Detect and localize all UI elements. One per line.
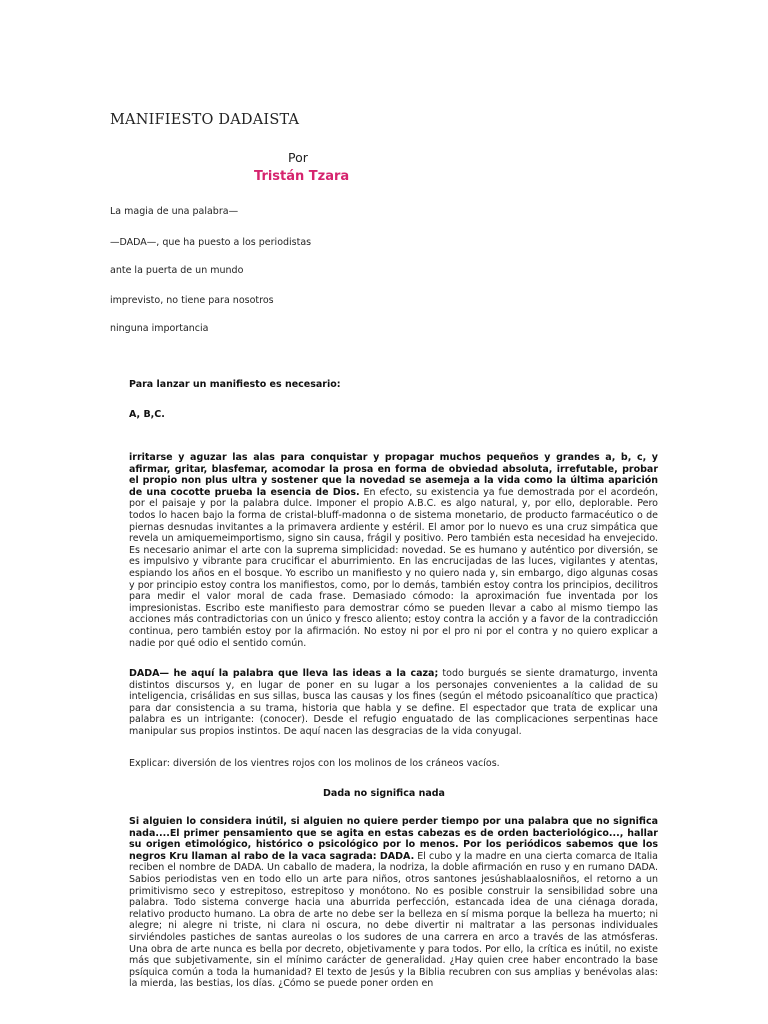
poem-line-5: ninguna importancia xyxy=(110,323,209,334)
paragraph-1-text: En efecto, su existencia ya fue demostrada por el acordeón, por el paisaje y por la palabra dulce. Imponer el propio A.B.C. es algo natural, y, por ello, deplorable. Pero todos lo hacen bajo la forma de cristal-bluff-madonna o de sistema monetario, de producto farmacéutico o de piernas desnudas invitantes a la primavera ardiente y estéril. El amor por lo nuevo es una cruz simpática que revela un amiquemeimportismo, signo sin causa, frágil y positivo. Pero también esta necesidad ha envejecido. Es necesario animar el arte con la suprema simplicidad: novedad. Se es humano y auténtico por diversión, se es impulsivo y vibrante para crucificar el aburrimiento. En las encrucijadas de las luces, vigilantes y atentas, espiando los años en el bosque. Yo escribo un manifiesto y no quiero nada y, sin embargo, digo algunas cosas y por principio estoy contra los manifiestos, como, por lo demás, también estoy contra los principios, decilitros para medir el valor moral de cada frase. Demasiado cómodo: la aproximación fue inventada por los impresionistas. Escribo este manifiesto para demostrar cómo se pueden llevar a cabo al mismo tiempo las acciones más contradictorias con un único y fresco aliento; estoy contra la acción y a favor de la contradicción continua, pero también estoy por la afirmación. No estoy ni por el pro ni por el contra y no quiero explicar a nadie por qué odio el sentido común. xyxy=(129,486,658,649)
paragraph-3-bold: Si alguien lo considera inútil, si alguien no quiere perder tiempo por una palabra que no significa nada....El primer pensamiento que se agita en estas cabezas es de orden bacteriológico..., hallar su origen etimológico, histórico o psicológico por lo menos. Por los periódicos sabemos que los negros Kru llaman al rabo de la vaca sagrada: DADA. xyxy=(129,816,658,862)
poem-line-3: ante la puerta de un mundo xyxy=(110,265,244,276)
paragraph-2-bold: DADA— he aquí la palabra que lleva las ideas a la caza; xyxy=(129,668,439,679)
poem-line-4: imprevisto, no tiene para nosotros xyxy=(110,295,274,306)
paragraph-3 xyxy=(129,816,658,990)
paragraph-1 xyxy=(129,452,658,649)
paragraph-2 xyxy=(129,668,658,738)
intro-abc: A, B,C. xyxy=(129,409,165,420)
paragraph-1-bold: irritarse y aguzar las alas para conquistar y propagar muchos pequeños y grandes a, b, c, y afirmar, gritar, blasfemar, acomodar la prosa en forma de obviedad absoluta, irrefutable, probar el propio non plus ultra y sostener que la novedad se asemeja a la vida como la última aparición de una cocotte prueba la esencia de Dios. xyxy=(129,452,658,498)
byline-por: Por xyxy=(288,150,308,165)
explicar-line: Explicar: diversión de los vientres rojos con los molinos de los cráneos vacíos. xyxy=(129,758,500,769)
poem-line-2: —DADA—, que ha puesto a los periodistas xyxy=(110,237,312,248)
paragraph-2-text: todo burgués se siente dramaturgo, inventa distintos discursos y, en lugar de poner en su lugar a los personajes convenientes a la calidad de su inteligencia, crisálidas en sus sillas, busca las causas y los fines (según el método psicoanalítico que practica) para dar consistencia a su trama, historia que habla y se define. El espectador que trata de explicar una palabra es un intrigante: (conocer). Desde el refugio enguatado de las complicaciones serpentinas hace manipular sus propios instintos. De aquí nacen las desgracias de la vida conyugal. xyxy=(129,668,659,737)
intro-heading: Para lanzar un manifiesto es necesario: xyxy=(129,379,341,390)
poem-line-1: La magia de una palabra— xyxy=(110,206,239,217)
section-heading: Dada no significa nada xyxy=(323,788,445,799)
paragraph-3-text: El cubo y la madre en una cierta comarca de Italia reciben el nombre de DADA. Un caballo de madera, la nodriza, la doble afirmación en ruso y en rumano DADA. Sabios periodistas ven en todo ello un arte para niños, otros santones jesúshablaalosniños, el retorno a un primitivismo seco y estrepitoso, estrepitoso y monótono. No es posible construir la sensibilidad sobre una palabra. Todo sistema converge hacia una aburrida perfección, estancada idea de una ciénaga dorada, relativo producto humano. La obra de arte no debe ser la belleza en sí misma porque la belleza ha muerto; ni alegre; ni alegre ni triste, ni clara ni oscura, no debe divertir ni maltratar a las personas individuales sirviéndoles pastiches de santas aureolas o los sudores de una carrera en arco a través de las atmósferas. Una obra de arte nunca es bella por decreto, objetivamente y para todos. Por ello, la crítica es inútil, no existe más que subjetivamente, sin el mínimo carácter de generalidad. ¿Hay quien cree haber encontrado la base psíquica común a toda la humanidad? El texto de Jesús y la Biblia recubren con sus amplias y benévolas alas: la mierda, las bestias, los días. ¿Cómo se puede poner orden en xyxy=(129,850,658,990)
document-title: MANIFIESTO DADAISTA xyxy=(110,112,300,128)
author-name: Tristán Tzara xyxy=(254,169,350,184)
